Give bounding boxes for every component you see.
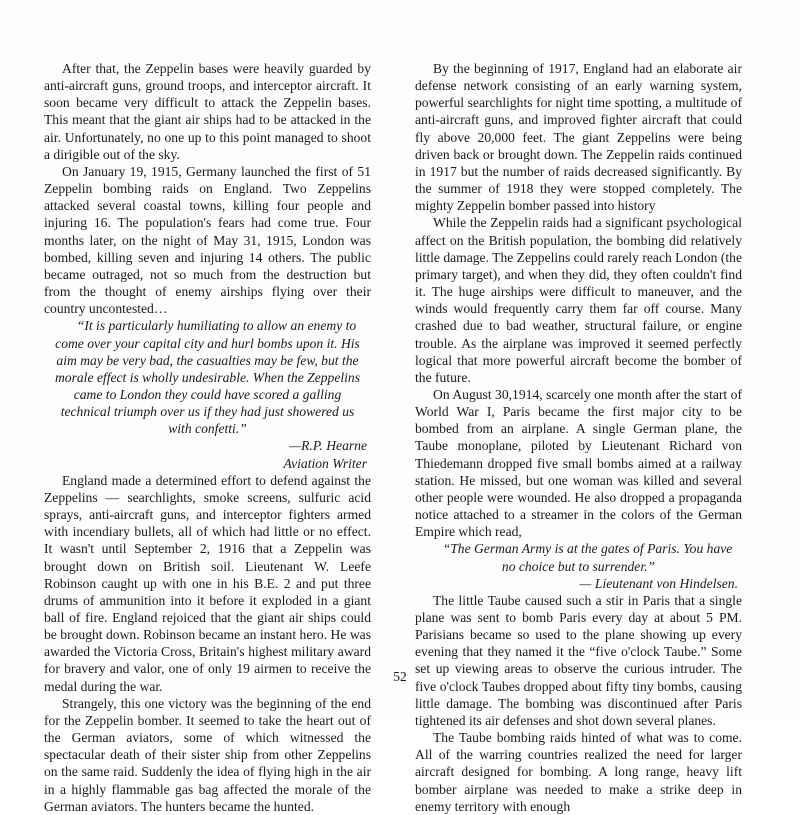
paragraph: The little Taube caused such a stir in Paris that a single plane was sent to bomb Paris every day at about 5 PM. Parisians became so used to the plane showing up every evening that they named it the “five o'clock Taube.” Some set up viewing areas to observe the curious intruder. The five o'clock Taubes dropped about fifty tiny bombs, causing little damage. The bombing was discontinued after Paris tightened its air defenses and shot down several planes. (415, 592, 742, 728)
block-quote: “It is particularly humiliating to allow an enemy to come over your capital city and hurl bombs upon it. His aim may be very bad, the casualties may be few, but the morale effect is wholly undesirable. When the Zeppelins came to London they could have scored a galling technical triumph over us if they had just showered us with confetti.” (54, 318, 361, 437)
right-column (415, 60, 742, 815)
left-column (44, 60, 371, 815)
paragraph: On January 19, 1915, Germany launched the first of 51 Zeppelin bombing raids on England. Two Zeppelins attacked several coastal towns, killing four people and injuring 16. The population's fears had come true. Four months later, on the night of May 31, 1915, London was bombed, killing seven and injuring 14 others. The public became outraged, not so much from the destruction but from the thought of enemy airships flying over their country uncontested… (44, 163, 371, 317)
paragraph: Strangely, this one victory was the beginning of the end for the Zeppelin bomber. It seemed to take the heart out of the German aviators, some of which witnessed the spectacular death of their sister ship from other Zeppelins on the same raid. Suddenly the idea of flying high in the air in a highly flammable gas bag affected the morale of the German aviators. The hunters became the hunted. (44, 695, 371, 814)
quote-attribution-name: —R.P. Hearne (289, 438, 367, 454)
page-number: 52 (393, 669, 407, 684)
paragraph: While the Zeppelin raids had a significant psychological affect on the British population, the bombing did relatively little damage. The Zeppelins could rarely reach London (the primary target), and when they did, they often couldn't find it. The huge airships were difficult to maneuver, and the winds would frequently carry them far off course. Many crashed due to bad weather, structural failure, or engine trouble. As the airplane was improved it seemed perfectly logical that more powerful aircraft become the bomber of the future. (415, 215, 743, 385)
quote-attribution-title: Aviation Writer (283, 455, 367, 471)
paragraph: England made a determined effort to defend against the Zeppelins — searchlights, smoke screens, sulfuric acid sprays, anti-aircraft guns, and interceptor fighters armed with incendiary bullets, all of which had little or no effect. It wasn't until September 2, 1916 that a Zeppelin was brought down on British soil. Lieutenant W. Leefe Robinson caught up with one in his B.E. 2 and put three drums of ammunition into it before it exploded in a giant ball of fire. England rejoiced that the giant air ships could be brought down. Robinson became an instant hero. He was awarded the Victoria Cross, Britain's highest military award for bravery and valor, one of only 19 airmen to receive the medal during the war. (44, 472, 371, 694)
quote-attribution: — Lieutenant von Hindelsen. (579, 575, 738, 591)
paragraph: On August 30,1914, scarcely one month after the start of World War I, Paris became the first major city to be bombed from an airplane. A single German plane, the Taube monoplane, piloted by Lieutenant Richard von Thiedemann dropped five small bombs aimed at a railway station. He missed, but one woman was killed and several other people were wounded. He also dropped a propaganda notice attached to a streamer in the colors of the German Empire which read, (415, 386, 742, 540)
paragraph: By the beginning of 1917, England had an elaborate air defense network consisting of an early warning system, powerful searchlights for night time spotting, a multitude of anti-aircraft guns, and improved fighter aircraft that could fly above 20,000 feet. The giant Zeppelins were being driven back or brought down. The Zeppelin raids continued in 1917 but the number of raids decreased significantly. By the summer of 1918 they were stopped completely. The mighty Zeppelin bomber passed into history (415, 61, 742, 214)
block-quote: “The German Army is at the gates of Paris. You have no choice but to surrender.” (442, 541, 733, 574)
paragraph: The Taube bombing raids hinted of what was to come. All of the warring countries realized the need for larger aircraft designed for bombing. A long range, heavy lift bomber airplane was needed to make a strike deep in enemy territory with enough (415, 730, 742, 814)
paragraph: After that, the Zeppelin bases were heavily guarded by anti-aircraft guns, ground troops, and interceptor aircraft. It soon became very difficult to attack the Zeppelin bases. This meant that the giant air ships had to be attacked in the air. Unfortunately, no one up to this point managed to shoot a dirigible out of the sky. (44, 61, 371, 162)
